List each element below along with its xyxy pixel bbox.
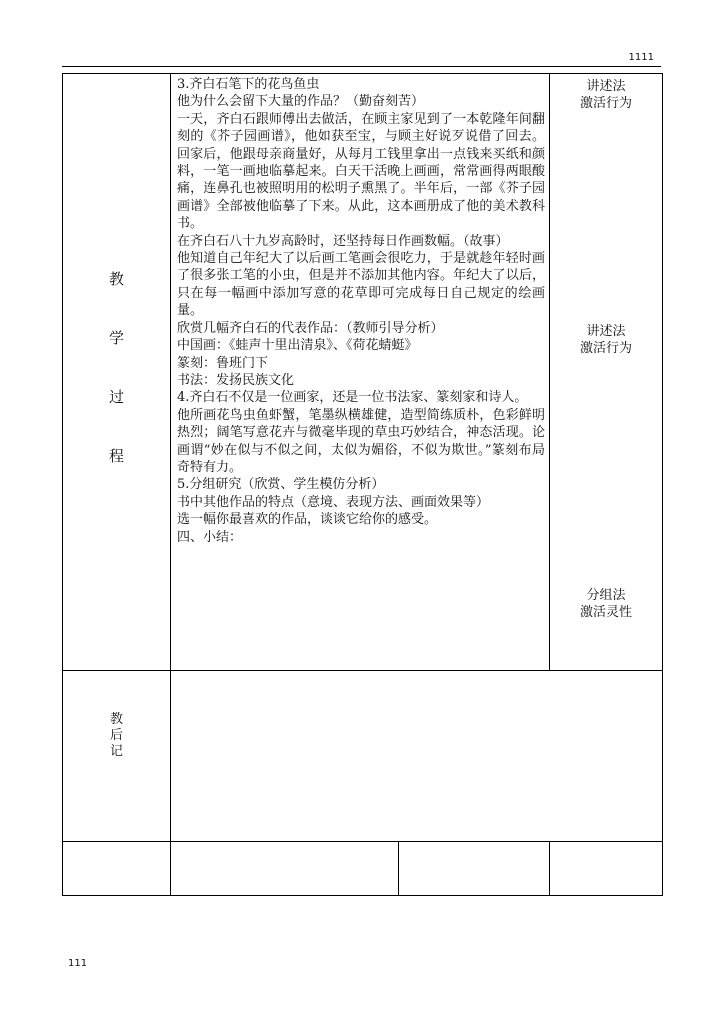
page-footer-number: 111 bbox=[68, 958, 88, 969]
content-heading: 4.齐白石不仅是一位画家，还是一位书法家、篆刻家和诗人。 bbox=[177, 390, 528, 406]
content-paragraph: 中国画：《蛙声十里出清泉》、《荷花蜻蜓》 bbox=[177, 338, 418, 354]
content-paragraph: 他所画花鸟虫鱼虾蟹，笔墨纵横雄健，造型简练质朴，色彩鲜明热烈；阔笔写意花卉与微毫毕现的草虫巧妙结合，神态活现。论画谓“妙在似与不似之间，太似为媚俗，不似为欺世。”篆刻布局奇特有力。 bbox=[177, 407, 545, 475]
content-paragraph: 书中其他作品的特点（意境、表现方法、画面效果等） bbox=[177, 494, 490, 510]
content-paragraph: 他知道自己年纪大了以后画工笔画会很吃力，于是就趁年轻时画了很多张工笔的小虫，但是并不添加其他内容。年纪大了以后，只在每一幅画中添加写意的花草即可完成每日自己规定的绘画量。 bbox=[177, 251, 545, 319]
post-lesson-notes-label bbox=[63, 671, 170, 760]
content-paragraph: 欣赏几幅齐白石的代表作品：（教师引导分析） bbox=[177, 320, 444, 336]
content-paragraph: 一天，齐白石跟师傅出去做活，在顾主家见到了一本乾隆年间翻刻的《芥子园画谱》，他如获至宝，与顾主好说歹说借了回去。回家后，他跟母亲商量好，从每月工钱里拿出一点钱来买纸和颜料，一笔一画地临摹起来。白天干活晚上画画，常常画得两眼酸痛，连鼻孔也被照明用的松明子熏黑了。半年后，一部《芥子园画谱》全部被他临摹了下来。从此，这本画册成了他的美术教科书。 bbox=[177, 111, 545, 232]
content-cell bbox=[171, 74, 550, 671]
sign-cell bbox=[171, 842, 399, 896]
teaching-process-row bbox=[63, 74, 663, 671]
method-purpose: 激活行为 bbox=[579, 341, 632, 357]
header-rule bbox=[62, 66, 661, 67]
notes-cell bbox=[171, 671, 663, 842]
content-paragraph: 篆刻：鲁班门下 bbox=[177, 355, 269, 371]
method-group bbox=[550, 587, 662, 622]
sign-cell bbox=[550, 842, 663, 896]
method-name: 分组法 bbox=[586, 588, 626, 603]
content-heading: 3.齐白石笔下的花鸟鱼虫 bbox=[177, 77, 320, 92]
teaching-process-label bbox=[63, 74, 170, 506]
sign-row bbox=[63, 842, 663, 896]
side-label-char: 学 bbox=[108, 329, 124, 347]
side-label-char: 教 bbox=[108, 270, 124, 288]
content-heading: 四、小结： bbox=[177, 529, 243, 545]
post-lesson-notes-row bbox=[63, 671, 663, 842]
content-paragraph: 他为什么会留下大量的作品？（勤奋刻苦） bbox=[177, 94, 425, 110]
content-paragraph: 书法：发扬民族文化 bbox=[177, 372, 295, 388]
notes-label-char: 记 bbox=[109, 744, 123, 759]
method-name: 讲述法 bbox=[586, 79, 626, 94]
content-paragraph: 在齐白石八十九岁高龄时，还坚持每日作画数幅。（故事） bbox=[177, 233, 509, 249]
lesson-content bbox=[171, 74, 549, 546]
side-label-cell bbox=[63, 74, 171, 671]
method-group bbox=[550, 78, 662, 113]
method-group bbox=[550, 323, 662, 358]
method-name: 讲述法 bbox=[586, 324, 626, 339]
side-label-char: 程 bbox=[108, 447, 124, 465]
notes-label-char: 教 bbox=[109, 712, 123, 727]
notes-label-char: 后 bbox=[109, 728, 123, 743]
page-header-number: 1111 bbox=[628, 52, 654, 63]
lesson-plan-table bbox=[62, 73, 663, 896]
content-paragraph: 选一幅你最喜欢的作品，谈谈它给你的感受。 bbox=[177, 512, 438, 528]
sign-cell bbox=[63, 842, 171, 896]
content-heading: 5.分组研究（欣赏、学生模仿分析） bbox=[177, 477, 385, 493]
side-label-char: 过 bbox=[108, 388, 124, 406]
method-purpose: 激活灵性 bbox=[579, 605, 632, 621]
sign-cell bbox=[399, 842, 550, 896]
method-purpose: 激活行为 bbox=[579, 96, 632, 112]
notes-label-cell bbox=[63, 671, 171, 842]
method-cell bbox=[550, 74, 663, 671]
